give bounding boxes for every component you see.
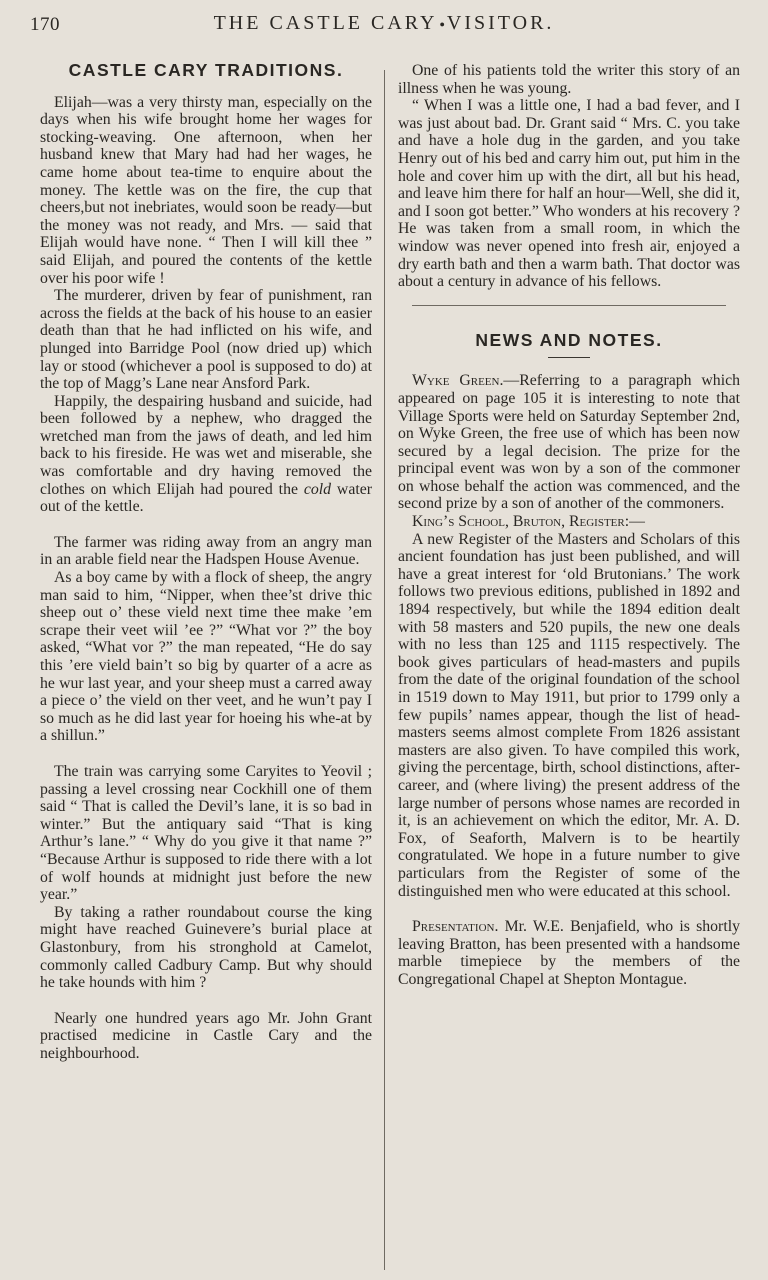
news-item-wyke-green <box>398 372 740 513</box>
news-item-heading: King’s School, Bruton, Register:— <box>412 513 645 531</box>
paragraph: Nearly one hundred years ago Mr. John Grant practised medicine in Castle Cary and the neighbourhood. <box>40 1009 372 1062</box>
paragraph: As a boy came by with a flock of sheep, the angry man said to him, “Nipper, when thee’st drive thic sheep out o’ these vield next time thee make ’em scrape their veet wiil ’ee ?” “What vor ?” the boy asked, “What vor ?” the man repeated, “He do say this ’ere vield bain’t so big by quarter of a acre as he wur last year, and your sheep must a carred away a piece o’ the vield on ther veet, and he wun’t pay I so much as he did last year for hoeing his whe-at by a shillun.” <box>40 569 372 745</box>
news-item-kings-school <box>398 513 740 531</box>
paragraph: The farmer was riding away from an angry man in an arable field near the Hadspen House Avenue. <box>40 533 372 569</box>
column-divider <box>384 70 385 1270</box>
section-title-news: NEWS AND NOTES. <box>475 329 663 350</box>
masthead-title: THE CASTLE CARY <box>213 12 438 34</box>
news-item-body: —Referring to a paragraph which appeared on page 105 it is interesting to note that Village Sports were held on Saturday September 2nd, on Wyke Green, the free use of which has been now secured by a legal decision. The prize for the principal event was won by a son of the commoner on whose behalf the action was commenced, and the second prize by a son of another of the commoners. <box>398 372 740 513</box>
paragraph <box>40 393 372 516</box>
paragraph: Elijah—was a very thirsty man, especially on the days when his wife brought home her wages for stocking-weaving. One afternoon, when her husband knew that Mary had had her wages, he came home about tea-time to enquire about the money. The kettle was on the fire, the cup that cheers,but not inebriates, would soon be ready—but the money was not ready, and Mrs. — said that Elijah would have none. “ Then I will kill thee ” said Elijah, and poured the contents of the kettle over his poor wife ! <box>40 93 372 287</box>
paragraph: The murderer, driven by fear of punishment, ran across the fields at the back of his house to an easier death than that he had inflicted on his wife, and plunged into Barridge Pool (now dried up) which lay or stood (whichever a pool is supposed to do) at the top of Magg’s Lane near Ansford Park. <box>40 287 372 393</box>
paragraph: By taking a rather roundabout course the king might have reached Guinevere’s burial place at Glastonbury, from his stronghold at Camelot, commonly called Cadbury Camp. But why should he take hounds with him ? <box>40 903 372 992</box>
news-item-body: Mr. W.E. Benjafield, who is shortly leaving Bratton, has been presented with a handsome marble timepiece by the members of the Congregational Chapel at Shepton Montague. <box>398 918 740 988</box>
paragraph-text: water out of the kettle. <box>40 480 372 516</box>
news-item-heading: Wyke Green. <box>412 372 504 390</box>
italic-word: cold <box>303 480 332 498</box>
section-separator <box>412 305 726 306</box>
title-underline <box>548 357 590 358</box>
paragraph-text: Happily, the despairing husband and suicide, had been followed by a nephew, who dragged the wretched man from the jaws of death, and led him back to his fireside. He was wet and miserable, she was comfortable and dry having removed the clothes on which Elijah had poured the <box>40 392 372 498</box>
page-number: 170 <box>30 14 60 35</box>
masthead-ornament: ● <box>439 19 445 30</box>
right-column <box>398 62 740 989</box>
masthead-title-end: VISITOR. <box>446 12 555 34</box>
paragraph: One of his patients told the writer this story of an illness when he was young. <box>398 62 740 97</box>
news-item-presentation <box>398 918 740 988</box>
news-item-body: A new Register of the Masters and Scholars of this ancient foundation has just been published, and will have a great interest for ‘old Brutonians.’ The work follows two previous editions, published in 1892 and 1894 respectively, but while the 1894 edition dealt with 58 masters and 520 pupils, the new one deals with no less than 125 and 1115 respectively. The book gives particulars of head-masters and pupils from the date of the original foundation of the school in 1519 down to May 1911, but prior to 1799 only a few pupils’ names appear, though the list of head-masters seems almost complete From 1826 assistant masters are also given. To have compiled this work, giving the percentage, birth, school distinctions, after-career, and (where living) the present address of the large number of persons whose names are recorded in it, is an achievement on which the editor, Mr. A. D. Fox, of Seaforth, Malvern is to be heartily congratulated. We hope in a future number to give particulars from the Register of some of the distinguished men who were educated at this school. <box>398 530 740 900</box>
news-item-heading: Presentation. <box>412 918 499 936</box>
section-title-traditions: CASTLE CARY TRADITIONS. <box>68 60 344 80</box>
left-column <box>40 62 372 1062</box>
paragraph: “ When I was a little one, I had a bad fever, and I was just about bad. Dr. Grant said “ Mrs. C. you take and have a hole dug in the garden, and you take Henry out of his bed and carry him out, put him in the hole and cover him up with the dirt, all but his head, and leave him there for half an hour—Well, she did it, and I soon got better.” Who wonders at his recovery ? He was taken from a small room, in which the window was never opened into fresh air, enjoyed a dry earth bath and then a warm bath. That doctor was about a century in advance of his fellows. <box>398 97 740 291</box>
paragraph: The train was carrying some Caryites to Yeovil ; passing a level crossing near Cockhill one of them said “ That is called the Devil’s lane, it is so bad in winter.” But the antiquary said “That is king Arthur’s lane.” “ Why do you give it that name ?” “Because Arthur is supposed to ride there with a lot of wolf hounds at midnight just before the new year.” <box>40 762 372 904</box>
masthead <box>0 12 768 35</box>
